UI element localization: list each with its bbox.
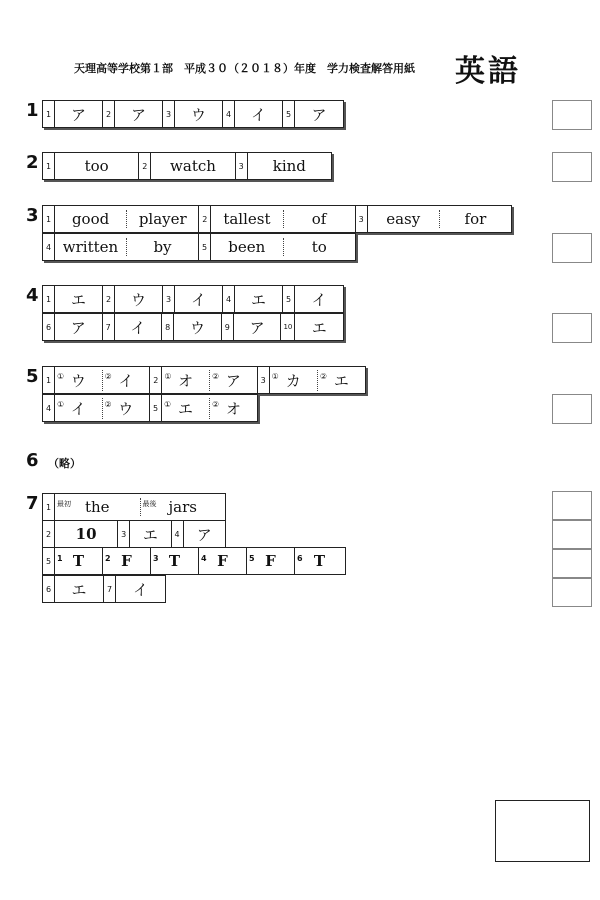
- question-number: 5: [26, 366, 39, 387]
- sub-label: 5: [249, 554, 255, 563]
- answer: T: [72, 552, 85, 570]
- answer: イ: [118, 371, 134, 390]
- q1-answer-row: [42, 100, 344, 128]
- item-label: 2: [150, 367, 162, 393]
- omitted-note: （略）: [48, 457, 81, 470]
- item-label: 1: [43, 494, 55, 520]
- answer: エ: [177, 399, 193, 418]
- header-subject: 英語: [455, 54, 521, 89]
- answer: イ: [311, 290, 327, 309]
- item-label: 3: [258, 367, 270, 393]
- item-label: 4: [223, 101, 235, 127]
- answer: F: [121, 552, 132, 570]
- item-label: 2: [139, 153, 151, 179]
- sub-label: ②: [212, 371, 220, 381]
- answer: F: [265, 552, 276, 570]
- sub-label: 6: [297, 554, 303, 563]
- header-school-title: 天理高等学校第１部 平成３０（２０１８）年度 学力検査解答用紙: [74, 62, 415, 75]
- sub-label: 4: [201, 554, 207, 563]
- item-label: 6: [43, 576, 55, 602]
- answer: イ: [133, 580, 149, 599]
- sub-label: ②: [104, 371, 112, 381]
- answer-word: to: [311, 238, 327, 256]
- item-label: 5: [283, 286, 295, 312]
- total-score-box: [495, 800, 590, 862]
- answer: オ: [225, 399, 241, 418]
- sub-label: ①: [164, 399, 172, 409]
- answer: watch: [170, 157, 216, 175]
- score-box: [552, 549, 592, 578]
- answer: ア: [311, 105, 327, 124]
- question-number: 2: [26, 152, 39, 173]
- item-label: 3: [236, 153, 248, 179]
- sub-label: ①: [57, 371, 65, 381]
- answer: ウ: [118, 399, 134, 418]
- answer: ア: [70, 318, 86, 337]
- item-label: 2: [43, 521, 55, 547]
- answer-word: good: [55, 210, 127, 228]
- q4-answer-row-2: [42, 313, 344, 341]
- answer: イ: [190, 290, 206, 309]
- item-label: 4: [43, 395, 55, 421]
- answer: エ: [71, 580, 87, 599]
- answer: ウ: [130, 290, 146, 309]
- answer: エ: [333, 371, 349, 390]
- answer: too: [84, 157, 109, 175]
- answer: ウ: [70, 371, 86, 390]
- item-label: 6: [43, 314, 55, 340]
- item-label: 2: [103, 101, 115, 127]
- item-label: 7: [103, 314, 115, 340]
- answer: kind: [272, 157, 306, 175]
- question-number: 1: [26, 100, 39, 121]
- answer: F: [217, 552, 228, 570]
- answer-word: written: [55, 238, 127, 256]
- answer: オ: [178, 371, 194, 390]
- q4-answer-row-1: [42, 285, 344, 313]
- score-box: [552, 491, 592, 520]
- item-label: 2: [103, 286, 115, 312]
- item-label: 9: [222, 314, 234, 340]
- item-label: 1: [43, 286, 55, 312]
- item-label: 10: [281, 314, 295, 340]
- item-label: 3: [356, 206, 368, 232]
- q5-answer-row-1: [42, 366, 366, 394]
- answer-word: for: [464, 210, 487, 228]
- sub-label: ①: [164, 371, 172, 381]
- item-label: 5: [199, 234, 211, 260]
- answer-word: by: [153, 238, 172, 256]
- question-number: 7: [26, 493, 39, 514]
- score-box: [552, 578, 592, 607]
- item-label: 5: [283, 101, 295, 127]
- answer: イ: [70, 399, 86, 418]
- answer: T: [313, 552, 326, 570]
- answer: エ: [70, 290, 86, 309]
- score-box: [552, 394, 592, 424]
- item-label: 2: [199, 206, 211, 232]
- answer: the: [84, 498, 110, 516]
- item-label: 3: [163, 101, 175, 127]
- answer: エ: [250, 290, 266, 309]
- question-number: 4: [26, 285, 39, 306]
- score-box: [552, 520, 592, 549]
- sub-label: ①: [57, 399, 65, 409]
- item-label: 1: [43, 367, 55, 393]
- sub-label: ②: [212, 399, 220, 409]
- score-box: [552, 233, 592, 263]
- answer: ア: [196, 525, 212, 544]
- item-label: 4: [43, 234, 55, 260]
- score-box: [552, 152, 592, 182]
- sub-label: 1: [57, 554, 63, 563]
- first-word-label: 最初: [57, 500, 71, 508]
- answer: ア: [225, 371, 241, 390]
- sub-label: ①: [271, 371, 279, 381]
- answer-word: easy: [368, 210, 440, 228]
- answer-word: been: [211, 238, 284, 256]
- item-label: 1: [43, 101, 55, 127]
- answer-word: of: [311, 210, 327, 228]
- answer-word: player: [138, 210, 187, 228]
- item-label: 7: [104, 576, 116, 602]
- item-label: 3: [118, 521, 130, 547]
- sub-label: 3: [153, 554, 159, 563]
- answer: ウ: [190, 105, 206, 124]
- question-number: 6: [26, 450, 39, 471]
- q7-answer-row-3: [42, 547, 346, 575]
- answer: イ: [250, 105, 266, 124]
- q7-answer-row-2: [42, 520, 226, 548]
- last-word-label: 最後: [142, 500, 157, 508]
- answer: ア: [70, 105, 86, 124]
- answer: カ: [285, 371, 301, 390]
- answer: 10: [75, 525, 97, 543]
- item-label: 8: [162, 314, 174, 340]
- answer: ア: [249, 318, 265, 337]
- answer: イ: [130, 318, 146, 337]
- answer: エ: [311, 318, 327, 337]
- item-label: 4: [223, 286, 235, 312]
- answer: ア: [130, 105, 146, 124]
- q5-answer-row-2: [42, 394, 258, 422]
- answer: エ: [142, 525, 158, 544]
- score-box: [552, 100, 592, 130]
- sub-label: ②: [104, 399, 112, 409]
- sub-label: 2: [105, 554, 111, 563]
- q3-answer-row-2: [42, 233, 356, 261]
- score-box: [552, 313, 592, 343]
- question-number: 3: [26, 205, 39, 226]
- item-label: 3: [163, 286, 175, 312]
- item-label: 1: [43, 206, 55, 232]
- answer: T: [168, 552, 181, 570]
- sub-label: ②: [319, 371, 327, 381]
- item-label: 5: [43, 548, 55, 574]
- item-label: 4: [172, 521, 184, 547]
- answer-word: tallest: [211, 210, 283, 228]
- q3-answer-row-1: [42, 205, 512, 233]
- q7-answer-row-4: [42, 575, 166, 603]
- item-label: 1: [43, 153, 55, 179]
- q2-answer-row: [42, 152, 332, 180]
- item-label: 5: [150, 395, 162, 421]
- answer: jars: [168, 498, 197, 516]
- q7-answer-row-1: [42, 493, 226, 521]
- answer: ウ: [190, 318, 206, 337]
